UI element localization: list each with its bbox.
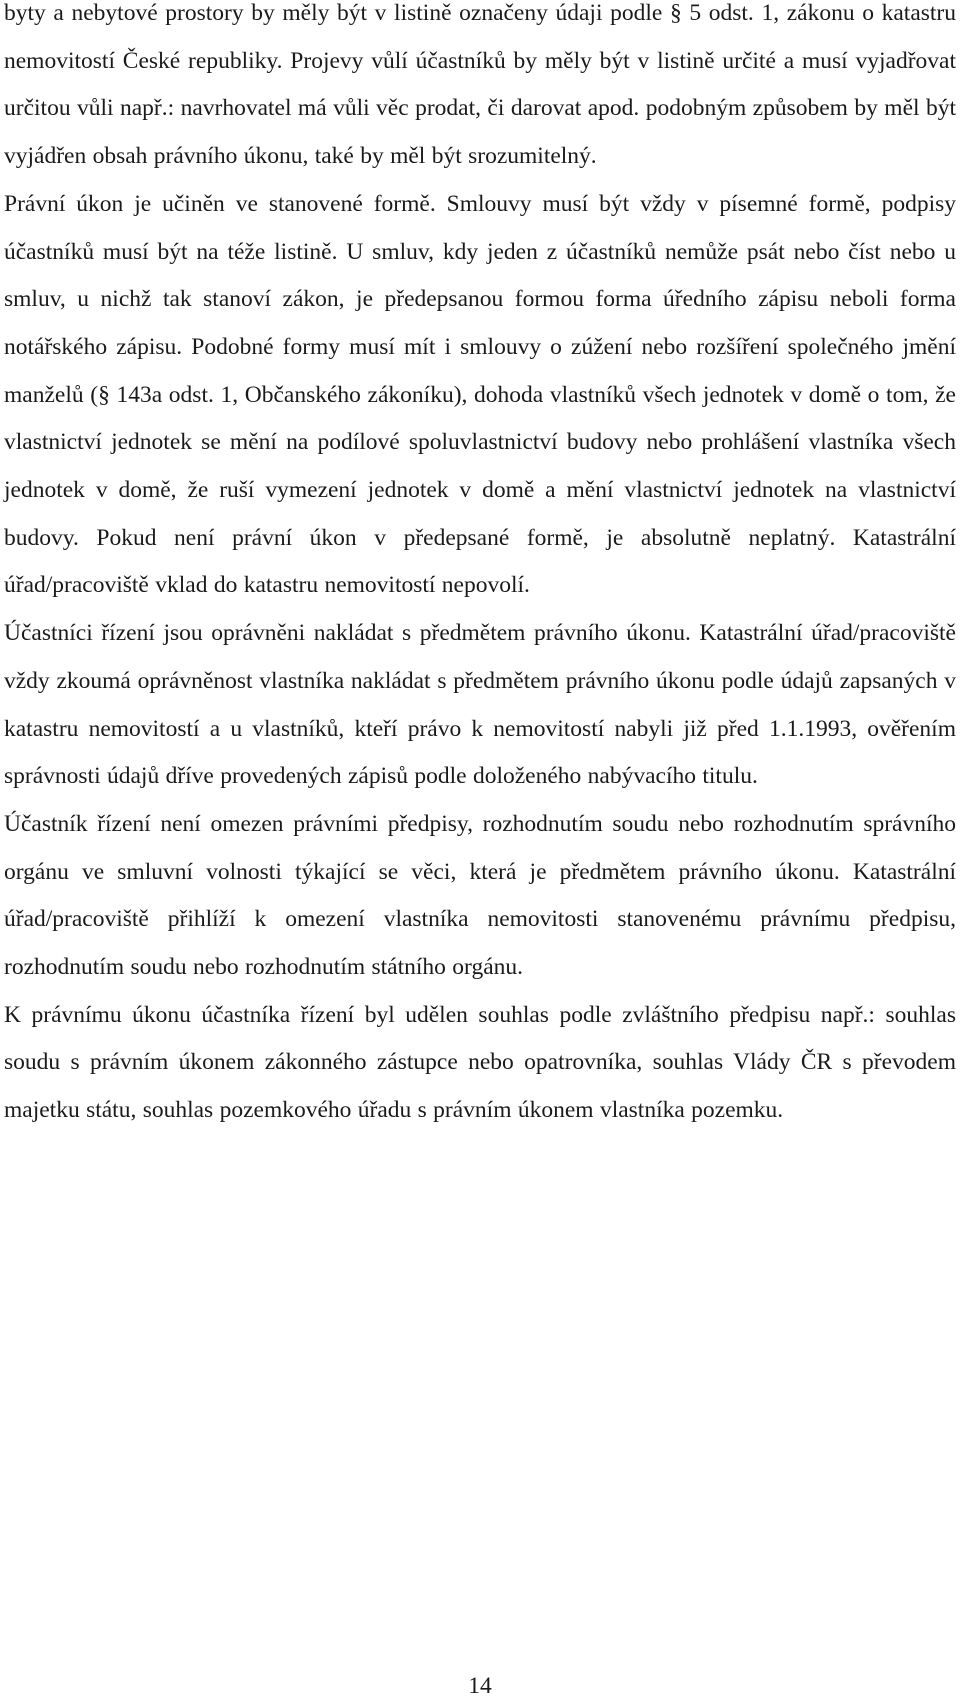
body-text [4, 0, 956, 1135]
paragraph-3: Účastníci řízení jsou oprávněni nakládat s předmětem právního úkonu. Katastrální úřad/pracoviště vždy zkoumá oprávněnost vlastníka nakládat s předmětem právního úkonu podle údajů zapsaných v katastru nemovitostí a u vlastníků, kteří právo k nemovitostí nabyli již před 1.1.1993, ověřením správnosti údajů dříve provedených zápisů podle doloženého nabývacího titulu. [4, 620, 956, 790]
paragraph-4: Účastník řízení není omezen právními předpisy, rozhodnutím soudu nebo rozhodnutím správního orgánu ve smluvní volnosti týkající se věci, která je předmětem právního úkonu. Katastrální úřad/pracoviště přihlíží k omezení vlastníka nemovitosti stanovenému právnímu předpisu, rozhodnutím soudu nebo rozhodnutím státního orgánu. [4, 810, 956, 981]
paragraph-2: Právní úkon je učiněn ve stanovené formě. Smlouvy musí být vždy v písemné formě, podpisy účastníků musí být na téže listině. U smluv, kdy jeden z účastníků nemůže psát nebo číst nebo u smluv, u nichž tak stanoví zákon, je předepsanou formou forma úředního zápisu neboli forma notářského zápisu. Podobné formy musí mít i smlouvy o zúžení nebo rozšíření společného jmění manželů (§ 143a odst. 1, Občanského zákoníku), dohoda vlastníků všech jednotek v domě o tom, že vlastnictví jednotek se mění na podílové spoluvlastnictví budovy nebo prohlášení vlastníka všech jednotek v domě, že ruší vymezení jednotek v domě a mění vlastnictví jednotek na vlastnictví budovy. Pokud není právní úkon v předepsané formě, je absolutně neplatný. Katastrální úřad/pracoviště vklad do katastru nemovitostí nepovolí. [4, 190, 956, 599]
page-number: 14 [468, 1673, 492, 1699]
paragraph-5: K právnímu úkonu účastníka řízení byl udělen souhlas podle zvláštního předpisu např.: souhlas soudu s právním úkonem zákonného zástupce nebo opatrovníka, souhlas Vlády ČR s převodem majetku státu, souhlas pozemkového úřadu s právním úkonem vlastníka pozemku. [4, 1001, 956, 1124]
paragraph-1: byty a nebytové prostory by měly být v listině označeny údaji podle § 5 odst. 1, zákonu o katastru nemovitostí České republiky. Projevy vůlí účastníků by měly být v listině určité a musí vyjadřovat určitou vůli např.: navrhovatel má vůli věc prodat, či darovat apod. podobným způsobem by měl být vyjádřen obsah právního úkonu, také by měl být srozumitelný. [4, 0, 956, 170]
